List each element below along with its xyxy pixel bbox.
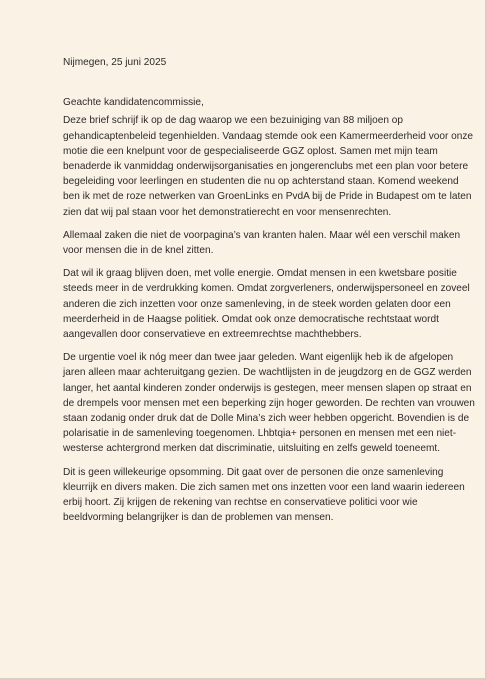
salutation: Geachte kandidatencommissie, [63, 97, 204, 109]
paragraph-2: Allemaal zaken die niet de voorpagina’s van kranten halen. Maar wél een verschil maken voor mensen die in de knel zitten. [63, 229, 461, 257]
date-line: Nijmegen, 25 juni 2025 [63, 57, 167, 68]
letter-body [63, 55, 475, 533]
paragraph-3: Dat wil ik graag blijven doen, met volle energie. Omdat mensen in een kwetsbare positie steeds meer in de verdrukking komen. Omdat zorgverleners, onderwijspersoneel en zoveel anderen die zich inzetten voor onze samenleving, in de steek worden gelaten door een meerderheid in de Haagse politiek. Omdat ook onze democratische rechtstaat wordt aangevallen door conservatieve en extreemrechtse machthebbers. [63, 268, 470, 341]
paragraph-1: Deze brief schrijf ik op de dag waarop we een bezuiniging van 88 miljoen op gehandicaptenbeleid tegenhielden. Vandaag stemde ook een Kamermeerderheid voor onze motie die een knelpunt voor de gespecialiseerde GGZ oplost. Samen met mijn team benaderde ik vanmiddag onderwijsorganisaties en jongerenclubs met een plan voor betere begeleiding voor leerlingen en studenten die nu op achterstand staan. Komend weekend ben ik met de roze netwerken van GroenLinks en PvdA bij de Pride in Budapest om te laten zien dat wij pal staan voor het demonstratierecht en voor mensenrechten. [63, 115, 474, 218]
paragraph-4: De urgentie voel ik nóg meer dan twee jaar geleden. Want eigenlijk heb ik de afgelopen jaren alleen maar achteruitgang gezien. De wachtlijsten in de jeugdzorg en de GGZ werden langer, het aantal kinderen zonder onderwijs is gestegen, meer mensen slapen op straat en de drempels voor mensen met een beperking zijn hoger geworden. De rechten van vrouwen staan zodanig onder druk dat de Dolle Mina’s zich weer hebben opgericht. Bovendien is de polarisatie in de samenleving toegenomen. Lhbtqia+ personen en mensen met een niet-westerse achtergrond merken dat discriminatie, uitsluiting en zelfs geweld toeneemt. [63, 352, 475, 455]
paragraph-5: Dit is geen willekeurige opsomming. Dit gaat over de personen die onze samenleving kleurrijk en divers maken. Die zich samen met ons inzetten voor een land waarin iedereen erbij hoort. Zij krijgen de rekening van rechtse en conservatieve politici voor wie beeldvorming belangrijker is dan de problemen van mensen. [63, 466, 465, 524]
